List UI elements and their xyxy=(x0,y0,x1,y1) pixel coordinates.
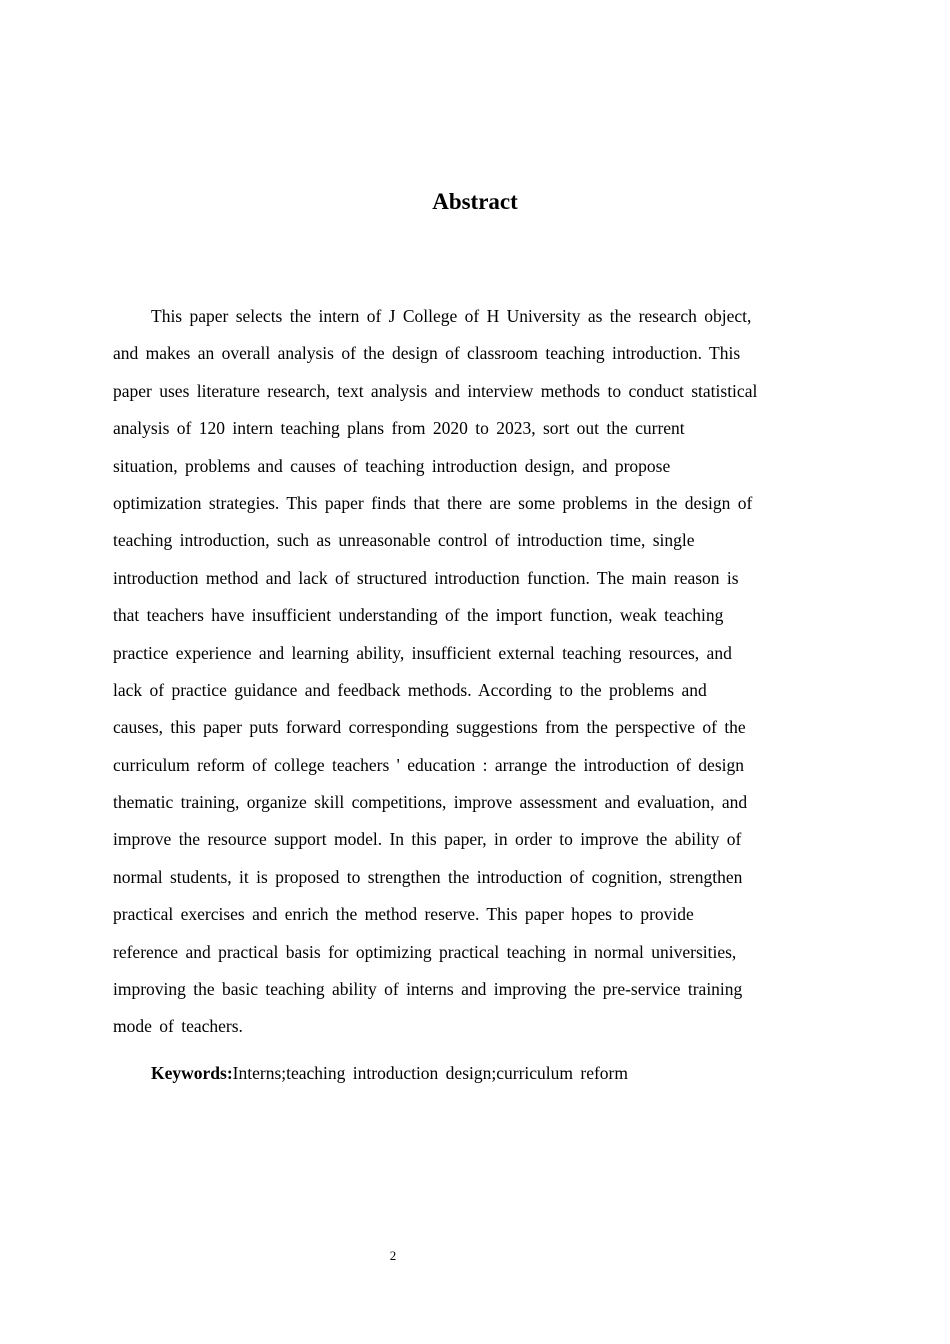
abstract-line: paper uses literature research, text analysis and interview methods to conduct statistical xyxy=(113,380,758,401)
abstract-line: This paper selects the intern of J College of H University as the research object, xyxy=(151,306,752,326)
page-number: 2 xyxy=(389,1248,397,1263)
abstract-line: and makes an overall analysis of the design of classroom teaching introduction. This xyxy=(113,343,741,364)
abstract-line: practice experience and learning ability, insufficient external teaching resources, and xyxy=(113,642,732,663)
abstract-line: analysis of 120 intern teaching plans from 2020 to 2023, sort out the current xyxy=(113,418,685,439)
abstract-line: introduction method and lack of structured introduction function. The main reason is xyxy=(113,567,739,588)
abstract-line: situation, problems and causes of teaching introduction design, and propose xyxy=(113,455,671,476)
abstract-line: practical exercises and enrich the method reserve. This paper hopes to provide xyxy=(113,904,694,925)
abstract-line: mode of teachers. xyxy=(113,1016,243,1037)
abstract-line: normal students, it is proposed to strengthen the introduction of cognition, strengthen xyxy=(113,866,743,887)
abstract-line: lack of practice guidance and feedback methods. According to the problems and xyxy=(113,679,707,700)
abstract-title: Abstract xyxy=(432,189,518,214)
keywords-text: Interns;teaching introduction design;curriculum reform xyxy=(232,1063,628,1083)
abstract-line: thematic training, organize skill competitions, improve assessment and evaluation, and xyxy=(113,792,748,813)
abstract-line: improving the basic teaching ability of interns and improving the pre-service training xyxy=(113,979,743,1000)
abstract-line: optimization strategies. This paper finds that there are some problems in the design of xyxy=(113,492,753,513)
abstract-line: curriculum reform of college teachers ' education : arrange the introduction of design xyxy=(113,754,744,775)
abstract-line: reference and practical basis for optimizing practical teaching in normal universities, xyxy=(113,941,737,962)
abstract-line: teaching introduction, such as unreasonable control of introduction time, single xyxy=(113,530,695,551)
abstract-body xyxy=(113,298,837,1046)
abstract-line: causes, this paper puts forward corresponding suggestions from the perspective of the xyxy=(113,717,746,738)
abstract-line: that teachers have insufficient understanding of the import function, weak teaching xyxy=(113,605,724,626)
abstract-line: improve the resource support model. In this paper, in order to improve the ability of xyxy=(113,829,742,850)
keywords xyxy=(151,1055,628,1092)
keywords-label: Keywords: xyxy=(151,1063,233,1083)
